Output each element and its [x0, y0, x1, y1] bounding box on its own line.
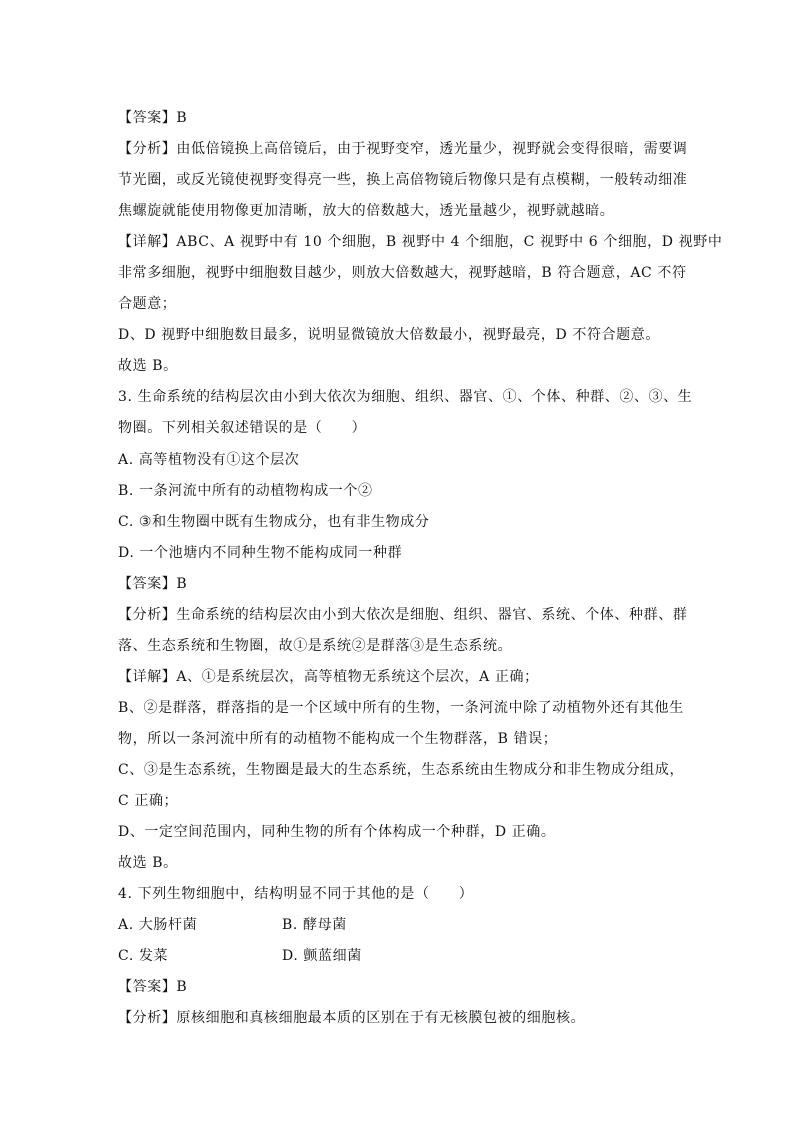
- option-b: B. 酵母菌: [282, 917, 347, 934]
- question-line: 4. 下列生物细胞中，结构明显不同于其他的是（ ）: [118, 886, 474, 903]
- option-c: C. 发菜: [118, 948, 169, 965]
- conclusion-line: 故选 B。: [118, 358, 178, 375]
- option-a: A. 大肠杆菌: [118, 917, 198, 934]
- answer-line: 【答案】B: [118, 110, 188, 126]
- analysis-line: 【分析】由低倍镜换上高倍镜后，由于视野变窄，透光量少，视野就会变得很暗，需要调: [118, 141, 688, 158]
- detail-line: 合题意；: [118, 296, 177, 313]
- option-line: B. 一条河流中所有的动植物构成一个②: [118, 482, 373, 499]
- detail-line: C、③是生态系统，生物圈是最大的生态系统，生态系统由生物成分和非生物成分组成，: [118, 761, 685, 778]
- detail-line: D、D 视野中细胞数目最多，说明显微镜放大倍数最小，视野最亮，D 不符合题意。: [118, 327, 660, 344]
- analysis-line: 节光圈，或反光镜使视野变得亮一些，换上高倍物镜后物像只是有点模糊，一般转动细准: [118, 172, 688, 189]
- detail-line: B、②是群落，群落指的是一个区域中所有的生物，一条河流中除了动植物外还有其他生: [118, 699, 684, 716]
- answer-line: 【答案】B: [118, 575, 188, 592]
- detail-line: 物，所以一条河流中所有的动植物不能构成一个生物群落，B 错误；: [118, 730, 558, 747]
- option-line: A. 高等植物没有①这个层次: [118, 451, 300, 468]
- detail-line: D、一定空间范围内，同种生物的所有个体构成一个种群，D 正确。: [118, 824, 556, 841]
- detail-line: C 正确；: [118, 793, 179, 810]
- option-row: [118, 910, 678, 941]
- detail-line: 非常多细胞，视野中细胞数目越少，则放大倍数越大，视野越暗，B 符合题意，AC 不符: [118, 265, 687, 282]
- detail-line: 【详解】ABC、A 视野中有 10 个细胞，B 视野中 4 个细胞，C 视野中 6 个细胞，D 视野中: [118, 234, 723, 251]
- analysis-line: 落、生态系统和生物圈，故①是系统②是群落③是生态系统。: [118, 637, 513, 654]
- analysis-line: 【分析】原核细胞和真核细胞最本质的区别在于有无核膜包被的细胞核。: [118, 1010, 586, 1027]
- answer-line: 【答案】B: [118, 979, 188, 996]
- page-content: [118, 103, 723, 1034]
- question-line: 物圈。下列相关叙述错误的是（ ）: [118, 420, 367, 437]
- option-d: D. 颤蓝细菌: [282, 948, 362, 965]
- option-line: C. ③和生物圈中既有生物成分，也有非生物成分: [118, 513, 430, 530]
- option-row: [118, 941, 678, 972]
- analysis-line: 焦螺旋就能使用物像更加清晰，放大的倍数越大，透光量越少，视野就越暗。: [118, 203, 615, 220]
- analysis-line: 【分析】生命系统的结构层次由小到大依次是细胞、组织、器官、系统、个体、种群、群: [118, 606, 688, 623]
- conclusion-line: 故选 B。: [118, 855, 178, 872]
- option-line: D. 一个池塘内不同种生物不能构成同一种群: [118, 544, 403, 561]
- question-line: 3. 生命系统的结构层次由小到大依次为细胞、组织、器官、①、个体、种群、②、③、生: [118, 389, 693, 406]
- detail-line: 【详解】A、①是系统层次，高等植物无系统这个层次，A 正确；: [118, 668, 539, 685]
